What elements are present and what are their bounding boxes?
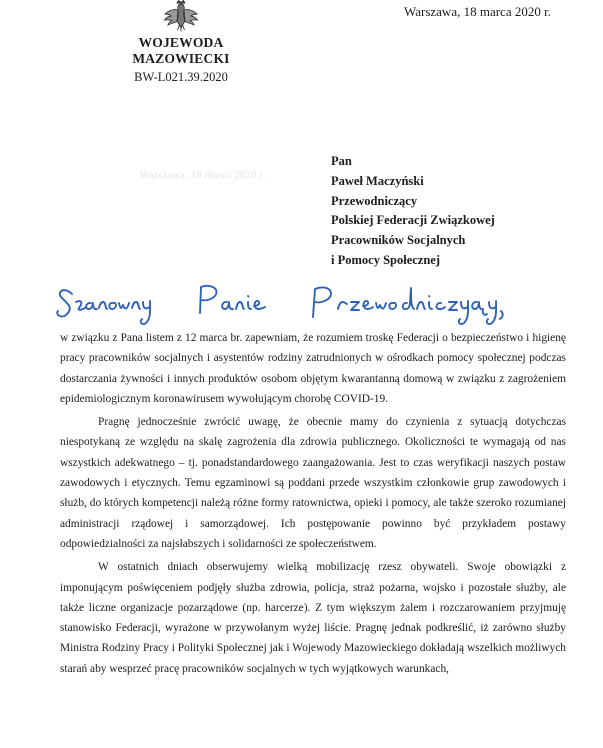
body-paragraph: W ostatnich dniach obserwujemy wielką mobilizację rzesz obywateli. Swoje obowiązki z imponującym poświęceniem podjęły służba zdrowia, policja, straż pożarna, wojsko i pozostałe służby, ale także liczne organizacje pozarządowe (np. harcerze). Z tym większym żalem i rozczarowaniem przyjmuję stanowisko Federacji, wyrażone w przywołanym wyżej liście. Pragnę jednak podkreślić, iż zarówno służby Ministra Rodziny Pracy i Polityki Społecznej jak i Wojewody Mazowieckiego dokładają wszelkich możliwych starań aby wesprzeć pracę pracowników socjalnych w tych wyjątkowych warunkach, [60, 561, 566, 675]
body-paragraph: w związku z Pana listem z 12 marca br. zapewniam, że rozumiem troskę Federacji o bezpieczeństwo i higienę pracy pracowników socjalnych i asystentów rodziny zatrudnionych w ośrodkach pomocy społecznej podczas dostarczania żywności i innych produktów osobom objętym kwarantanną domową w związku z zagrożeniem epidemiologicznym koronawirusem wywołującym chorobę COVID-19. [60, 332, 566, 405]
recipient-line: Pan [331, 154, 352, 168]
recipient-line: Paweł Maczyński [331, 173, 424, 188]
recipient-line: Polskiej Federacji Związkowej [331, 213, 495, 228]
handwriting-drawing [55, 280, 555, 328]
body-paragraph: Pragnę jednocześnie zwrócić uwagę, że obecnie mamy do czynienia z sytuacją dotychczas niespotykaną ze względu na skalę zagrożenia dla zdrowia publicznego. Okoliczności te wymagają od nas wszystkich adekwatnego – tj. ponadstandardowego zaangażowania. Jest to czas weryfikacji naszych postaw zawodowych i etycznych. Temu egzaminowi są poddani przede wszystkim członkowie grup zawodowych i służb, do których kompetencji należą różne formy ratownictwa, opieki i pomocy, ale także szeroko rozumianej administracji rządowej i samorządowej. Ich postępowanie powinno być przykładem postawy odpowiedzialności za najsłabszych i solidarności ze społeczeństwem. [60, 416, 566, 550]
recipient-block [331, 152, 495, 271]
recipient-line: Pracowników Socjalnych [331, 233, 466, 248]
recipient-line: i Pomocy Społecznej [331, 252, 441, 267]
handwritten-salutation [55, 280, 555, 328]
issuer-name: WOJEWODA MAZOWIECKI [132, 35, 230, 66]
faded-bleed-text: Warszawa, 18 marca 2020 r. [140, 170, 267, 181]
letter-date: Warszawa, 18 marca 2020 r. [404, 4, 551, 19]
recipient-line: Przewodniczący [331, 193, 418, 208]
letter-body [60, 328, 566, 679]
reference-number: BW-L021.39.2020 [134, 70, 228, 84]
eagle-emblem-icon [163, 0, 199, 32]
